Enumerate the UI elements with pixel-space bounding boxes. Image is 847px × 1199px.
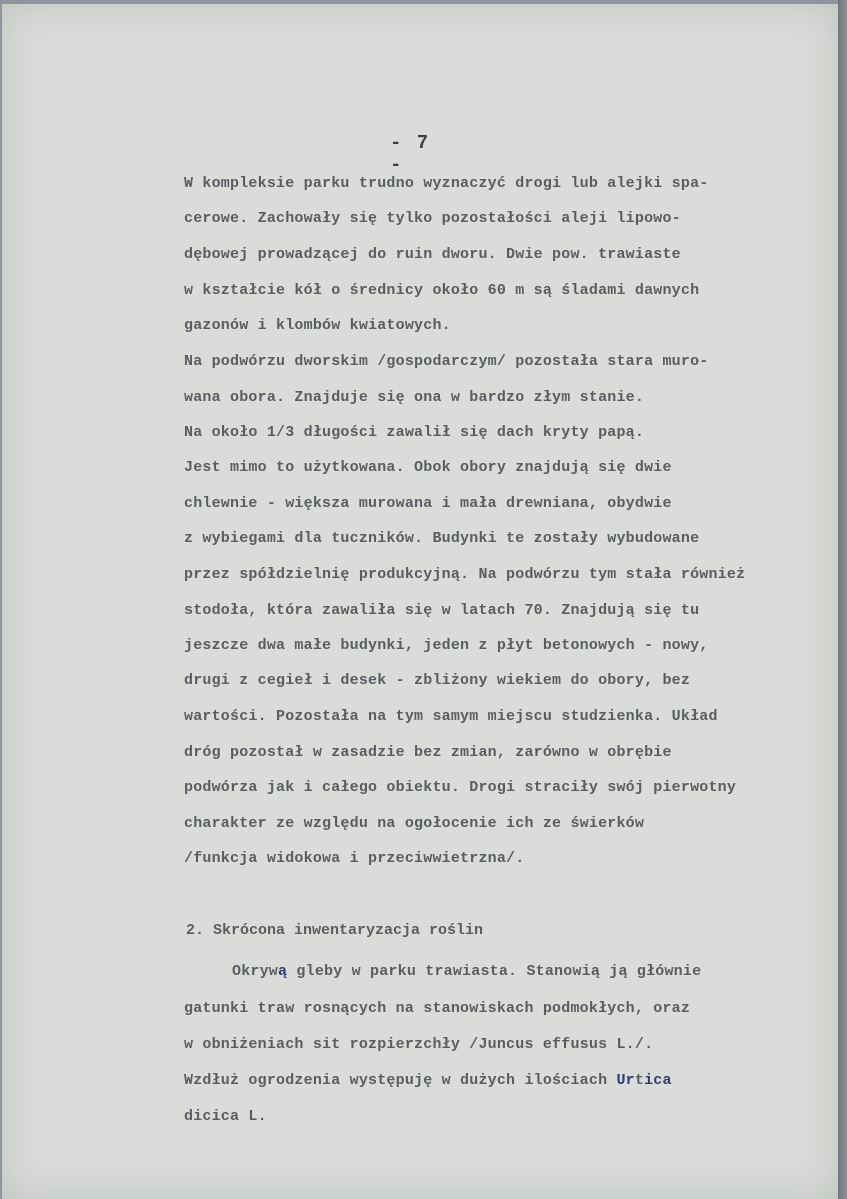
text-line: z wybiegami dla tuczników. Budynki te zostały wybudowane [184, 530, 700, 547]
handwritten-correction: ą [278, 963, 288, 980]
text-line: w obniżeniach sit rozpierzchły /Juncus effusus L./. [184, 1036, 654, 1053]
text-line: wartości. Pozostała na tym samym miejscu studzienka. Układ [184, 708, 718, 725]
text-line: stodoła, która zawaliła się w latach 70. Znajdują się tu [184, 602, 700, 619]
text-line [184, 1072, 672, 1089]
handwritten-correction: Ur [616, 1072, 635, 1089]
text-line: Jest mimo to użytkowana. Obok obory znajdują się dwie [184, 459, 672, 476]
page-edge [838, 0, 847, 1199]
handwritten-correction: ica [644, 1072, 672, 1089]
text-line: charakter ze względu na ogołocenie ich ze świerków [184, 815, 645, 832]
section-heading: 2. Skrócona inwentaryzacja roślin [186, 922, 484, 939]
text-line: dicica L. [184, 1108, 267, 1125]
text-line: dębowej prowadzącej do ruin dworu. Dwie pow. trawiaste [184, 246, 681, 263]
text-line: jeszcze dwa małe budynki, jeden z płyt betonowych - nowy, [184, 637, 709, 654]
text-span: gleby w parku trawiasta. Stanowią ją głównie [287, 963, 702, 980]
text-line: W kompleksie parku trudno wyznaczyć drogi lub alejki spa- [184, 175, 709, 192]
text-span: Okryw [232, 963, 279, 980]
text-line: dróg pozostał w zasadzie bez zmian, zarówno w obrębie [184, 744, 672, 761]
text-line: przez spółdzielnię produkcyjną. Na podwórzu tym stała również [184, 566, 746, 583]
text-line: /funkcja widokowa i przeciwwietrzna/. [184, 850, 525, 867]
text-span: t [634, 1072, 645, 1089]
page-number: - 7 - [390, 132, 431, 176]
text-line: w kształcie kół o średnicy około 60 m są śladami dawnych [184, 282, 700, 299]
text-line: Na około 1/3 długości zawalił się dach kryty papą. [184, 424, 645, 441]
text-line [232, 963, 701, 980]
text-line: chlewnie - większa murowana i mała drewniana, obydwie [184, 495, 672, 512]
text-line: drugi z cegieł i desek - zbliżony wiekiem do obory, bez [184, 672, 691, 689]
text-line: Na podwórzu dworskim /gospodarczym/ pozostała stara muro- [184, 353, 709, 370]
text-line: gazonów i klombów kwiatowych. [184, 317, 451, 334]
text-line: wana obora. Znajduje się ona w bardzo złym stanie. [184, 389, 645, 406]
text-line: cerowe. Zachowały się tylko pozostałości aleji lipowo- [184, 210, 681, 227]
text-span: Wzdłuż ogrodzenia występuję w dużych ilościach [184, 1072, 617, 1089]
text-line: podwórza jak i całego obiektu. Drogi straciły swój pierwotny [184, 779, 737, 796]
text-line: gatunki traw rosnących na stanowiskach podmokłych, oraz [184, 1000, 691, 1017]
